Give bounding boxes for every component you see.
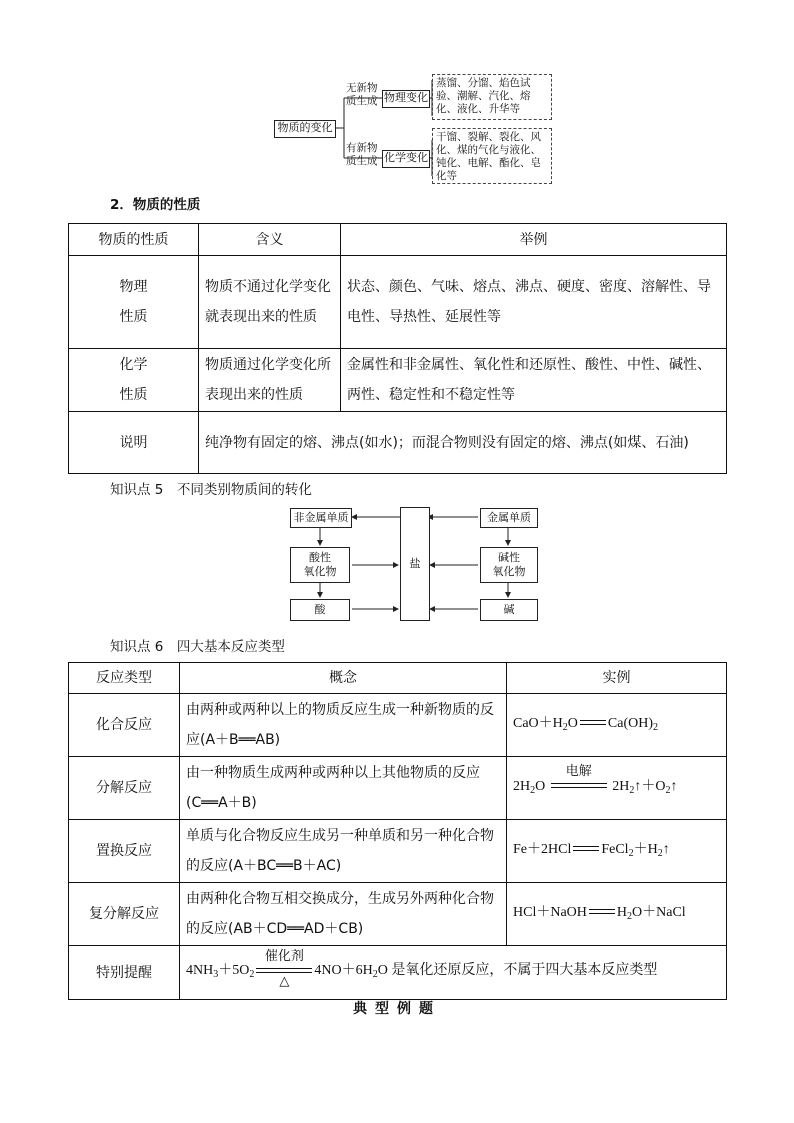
change-tree-diagram xyxy=(270,70,560,188)
catalyst-condition: 催化剂 xyxy=(264,948,304,964)
nonmetal-box: 非金属单质 xyxy=(290,508,352,528)
reaction-example: $2H_2O$ 电解 $2H_2↑+O_2↑$ xyxy=(507,757,727,820)
table-row xyxy=(69,820,727,883)
properties-table xyxy=(68,223,727,474)
header-instance: 实例 xyxy=(507,663,727,694)
metal-box: 金属单质 xyxy=(480,508,538,528)
reaction-types-table xyxy=(68,662,727,1000)
branch1-label: 无新物 质生成 xyxy=(346,82,378,107)
header-meaning: 含义 xyxy=(199,224,341,256)
tip-text: $4NH_3+5O_2$ 催化剂 △ $4NO+6H_2O$ 是氧化还原反应，不属于四大基本反应类型 xyxy=(180,946,727,1000)
table-row xyxy=(69,349,727,412)
note-text: 纯净物有固定的熔、沸点(如水)；而混合物则没有固定的熔、沸点(如煤、石油) xyxy=(199,412,727,474)
reaction-type: 化合反应 xyxy=(69,694,180,757)
base-oxide-box: 碱性 氧化物 xyxy=(480,547,538,583)
reaction-example: $CaO+H_2O$ $Ca(OH)_2$ xyxy=(507,694,727,757)
heat-condition: △ xyxy=(279,973,290,989)
section2-title: 2．物质的性质 xyxy=(110,197,201,213)
physical-change-examples: 蒸馏、分馏、焰色试验、潮解、汽化、熔化、液化、升华等 xyxy=(432,74,552,120)
chemical-change-node: 化学变化 xyxy=(382,150,430,168)
property-meaning: 物质通过化学变化所表现出来的性质 xyxy=(199,349,341,412)
reaction-concept: 由两种化合物互相交换成分，生成另外两种化合物的反应(AB＋CD══AD＋CB) xyxy=(180,883,507,946)
header-concept: 概念 xyxy=(180,663,507,694)
table-row xyxy=(69,757,727,820)
reaction-type: 分解反应 xyxy=(69,757,180,820)
table-row xyxy=(69,694,727,757)
reaction-concept: 单质与化合物反应生成另一种单质和另一种化合物的反应(A＋BC══B＋AC) xyxy=(180,820,507,883)
table-row xyxy=(69,883,727,946)
reaction-example: Fe＋2HCl $FeCl_2+H_2↑$ xyxy=(507,820,727,883)
header-type: 反应类型 xyxy=(69,663,180,694)
tip-description: 是氧化还原反应，不属于四大基本反应类型 xyxy=(391,962,658,978)
tip-label: 特别提醒 xyxy=(69,946,180,1000)
property-meaning: 物质不通过化学变化就表现出来的性质 xyxy=(199,256,341,349)
table-row xyxy=(69,412,727,474)
reaction-type: 复分解反应 xyxy=(69,883,180,946)
property-example: 金属性和非金属性、氧化性和还原性、酸性、中性、碱性、两性、稳定性和不稳定性等 xyxy=(341,349,727,412)
table-row xyxy=(69,946,727,1000)
property-name: 物理 性质 xyxy=(69,256,199,349)
property-name: 化学 性质 xyxy=(69,349,199,412)
acid-box: 酸 xyxy=(290,599,350,621)
conversion-diagram xyxy=(282,505,542,623)
electrolysis-condition: 电解 xyxy=(565,764,592,780)
reaction-example: HCl＋NaOH $H_2O+NaCl$ xyxy=(507,883,727,946)
reaction-concept: 由一种物质生成两种或两种以上其他物质的反应(C══A＋B) xyxy=(180,757,507,820)
note-label: 说明 xyxy=(69,412,199,474)
salt-box: 盐 xyxy=(400,507,430,621)
base-box: 碱 xyxy=(480,599,538,621)
table-row xyxy=(69,256,727,349)
acid-oxide-box: 酸性 氧化物 xyxy=(290,547,350,583)
header-property: 物质的性质 xyxy=(69,224,199,256)
property-example: 状态、颜色、气味、熔点、沸点、硬度、密度、溶解性、导电性、导热性、延展性等 xyxy=(341,256,727,349)
reaction-type: 置换反应 xyxy=(69,820,180,883)
tree-root: 物质的变化 xyxy=(274,120,336,138)
chemical-change-examples: 干馏、裂解、裂化、风化、煤的气化与液化、钝化、电解、酯化、皂化等 xyxy=(432,128,552,184)
branch2-label: 有新物 质生成 xyxy=(346,142,378,167)
section6-title: 知识点 6 四大基本反应类型 xyxy=(110,639,285,655)
reaction-concept: 由两种或两种以上的物质反应生成一种新物质的反应(A＋B══AB) xyxy=(180,694,507,757)
section5-title: 知识点 5 不同类别物质间的转化 xyxy=(110,482,312,498)
physical-change-node: 物理变化 xyxy=(382,90,430,108)
header-example: 举例 xyxy=(341,224,727,256)
typical-examples-title: 典型例题 xyxy=(353,1001,441,1017)
